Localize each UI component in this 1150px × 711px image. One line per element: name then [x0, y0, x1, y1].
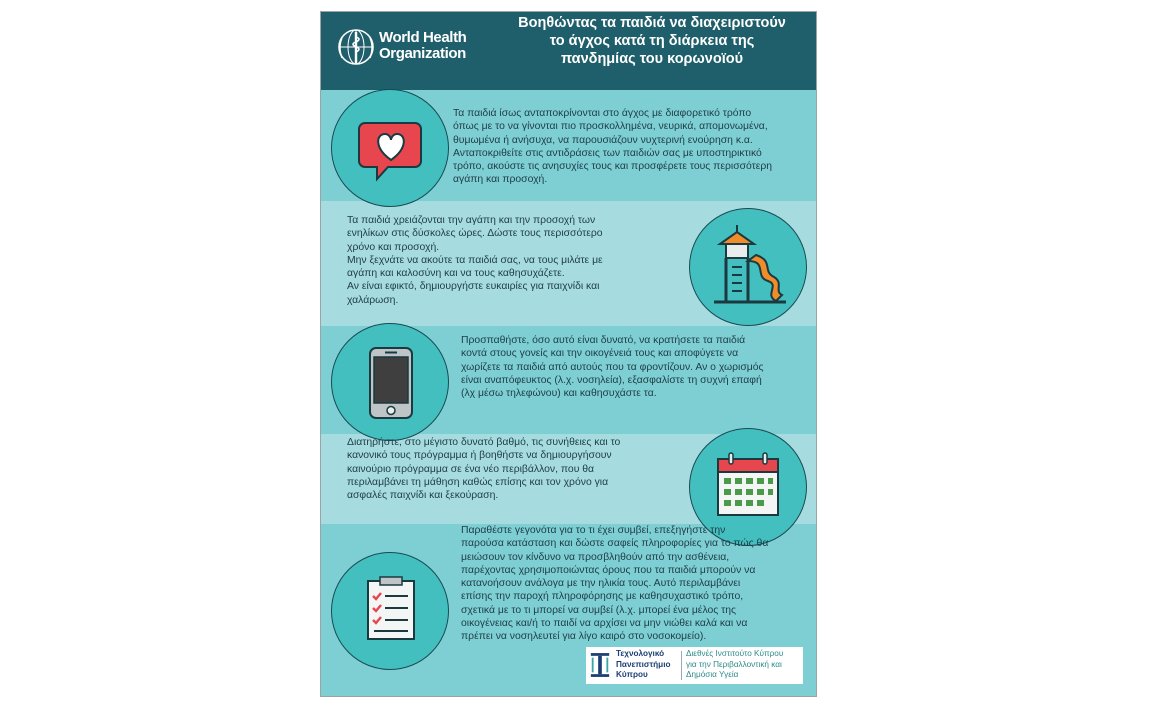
section-2-text: Τα παιδιά χρειάζονται την αγάπη και την προσοχή των ενηλίκων στις δύσκολες ώρες. Δώστε τους περισσότερο χρόνο και προσοχή. Μην ξεχνάτε να ακούτε τα παιδιά σας, να τους μιλάτε με αγάπη και καλοσύνη και να τους καθησυχάζετε. Αν είναι εφικτό, δημιουργήστε ευκαιρίες για παιχνίδι και χαλάρωση. [347, 215, 603, 306]
speech-bubble-heart-icon [332, 90, 449, 207]
section-1-text: Τα παιδιά ίσως ανταποκρίνονται στο άγχος με διαφορετικό τρόπο όπως με το να γίνονται πιο προσκολλημένα, νευρικά, απομονωμένα, θυμωμένα ή ανήσυχα, να παρουσιάζουν νυχτερινή ενούρηση κ.α. Ανταποκριθείτε στις αντιδράσεις των παιδιών σας με υποστηρικτικό τρόπο, ακούστε τις ανησυχίες τους και προσφέρετε τους περισσότερη αγάπη και προσοχή. [453, 108, 773, 186]
who-logo [335, 24, 485, 74]
tepak-logo-icon [589, 650, 611, 680]
poster-title: Βοηθώντας τα παιδιά να διαχειριστούν το άγχος κατά τη διάρκεια της πανδημίας του κορωνοϊού [518, 15, 786, 67]
section-2-icon-circle [689, 208, 807, 326]
section-5-text: Παραθέστε γεγονότα για το τι έχει συμβεί, επεξηγήστε την παρούσα κατάσταση και δώστε σαφείς πληροφορίες για το πώς θα μειώσουν τον κίνδυνο να προσβληθούν από την ασθένεια, παρέχοντας χρησιμοποιώντας όρους που τα παιδιά μπορούν να κατανοήσουν ανάλογα με την ηλικία τους. Αυτό περιλαμβάνει επίσης την παροχή πληροφόρησης με καθησυχαστικό τρόπο, σχετικά με το τι μπορεί να συμβεί (λ.χ. μπορεί ένα μέλος της οικογένειας και/ή το παιδί να αρχίσει να μην νιώθει καλά και να πρέπει να νοσηλευτεί για λίγο καιρό στο νοσοκομείο). [461, 525, 769, 643]
who-wordmark-line1: World Health [379, 29, 467, 46]
section-4-text: Διατηρήστε, στο μέγιστο δυνατό βαθμό, τις συνήθειες και το κανονικό τους πρόγραμμα ή βοηθήστε να δημιουργήσουν καινούριο πρόγραμμα σε ένα νέο περιβάλλον, που θα περιλαμβάνει τη μάθηση καθώς επίσης και τον χρόνο για ασφαλές παιχνίδι και ξεκούραση. [347, 437, 621, 502]
logo-divider [681, 651, 682, 680]
section-3-icon-circle [331, 323, 449, 441]
who-wordmark [379, 30, 466, 62]
infographic-poster [320, 11, 817, 697]
cyprus-institute-name: Διεθνές Ινστιτούτο Κύπρου για την Περιβαλλοντική και Δημόσια Υγεία [686, 649, 784, 679]
section-1-icon-circle [331, 89, 449, 207]
who-emblem-icon [335, 26, 377, 68]
playground-slide-icon [690, 209, 807, 326]
partner-logos [586, 647, 803, 684]
poster-header [321, 12, 816, 90]
smartphone-icon [332, 324, 449, 441]
checklist-icon [332, 553, 449, 670]
tepak-name: Τεχνολογικό Πανεπιστήμιο Κύπρου [616, 649, 671, 679]
who-wordmark-line2: Organization [379, 45, 466, 62]
section-3-text: Προσπαθήστε, όσο αυτό είναι δυνατό, να κρατήσετε τα παιδιά κοντά στους γονείς και την οικογένειά τους και αποφύγετε να χωρίζετε τα παιδιά από αυτούς που τα φροντίζουν. Αν ο χωρισμός είναι αναπόφευκτος (λ.χ. νοσηλεία), εξασφαλίστε τη συχνή επαφή (λχ μέσω τηλεφώνου) και καθησυχάστε τα. [461, 335, 764, 400]
section-5-icon-circle [331, 552, 449, 670]
